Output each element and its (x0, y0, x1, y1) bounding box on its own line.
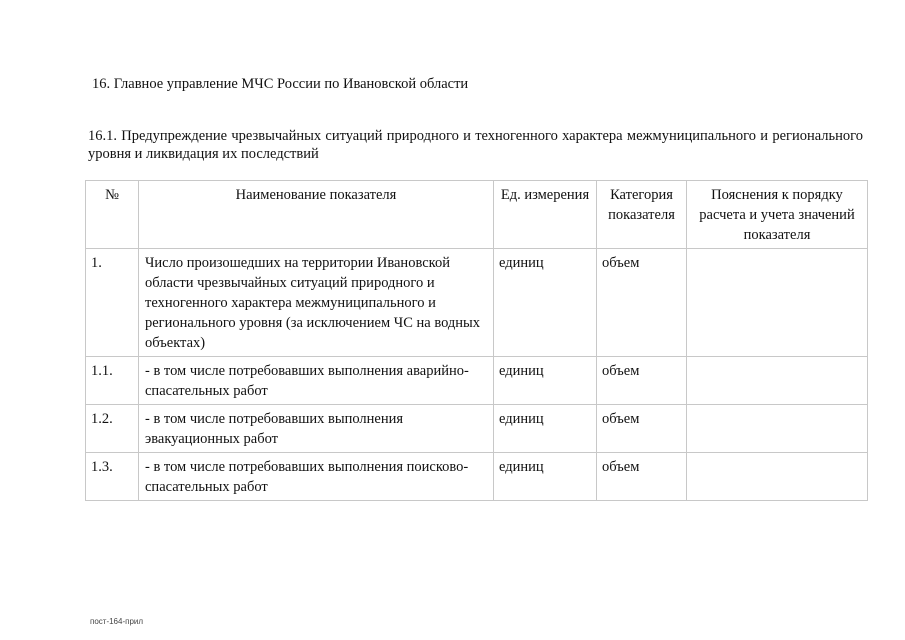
footer-note: пост-164-прил (90, 617, 144, 626)
row-category: объем (597, 405, 687, 453)
section-title: 16. Главное управление МЧС России по Ивановской области (92, 76, 469, 92)
row-category: объем (597, 249, 687, 357)
row-category: объем (597, 453, 687, 501)
row-num: 1. (86, 249, 139, 357)
table-row (86, 405, 868, 453)
indicators-table (85, 180, 868, 501)
header-notes: Пояснения к порядку расчета и учета значений показателя (687, 181, 868, 249)
row-notes (687, 453, 868, 501)
row-notes (687, 405, 868, 453)
table-row (86, 249, 868, 357)
row-num: 1.1. (86, 357, 139, 405)
header-num: № (86, 181, 139, 249)
row-name: - в том числе потребовавших выполнения аварийно-спасательных работ (139, 357, 494, 405)
table-header-row (86, 181, 868, 249)
row-name: Число произошедших на территории Ивановской области чрезвычайных ситуаций природного и техногенного характера межмуниципального и регионального уровня (за исключением ЧС на водных объектах) (139, 249, 494, 357)
row-name: - в том числе потребовавших выполнения поисково-спасательных работ (139, 453, 494, 501)
row-unit: единиц (494, 405, 597, 453)
row-num: 1.3. (86, 453, 139, 501)
header-unit: Ед. измерения (494, 181, 597, 249)
table-row (86, 453, 868, 501)
row-unit: единиц (494, 357, 597, 405)
row-category: объем (597, 357, 687, 405)
row-unit: единиц (494, 453, 597, 501)
table-row (86, 357, 868, 405)
row-notes (687, 249, 868, 357)
subsection-heading: 16.1. Предупреждение чрезвычайных ситуаций природного и техногенного характера межмуниципального и регионального уровня и ликвидация их последствий (88, 128, 863, 162)
row-name: - в том числе потребовавших выполнения эвакуационных работ (139, 405, 494, 453)
header-category: Категория показателя (597, 181, 687, 249)
row-notes (687, 357, 868, 405)
row-unit: единиц (494, 249, 597, 357)
header-name: Наименование показателя (139, 181, 494, 249)
row-num: 1.2. (86, 405, 139, 453)
